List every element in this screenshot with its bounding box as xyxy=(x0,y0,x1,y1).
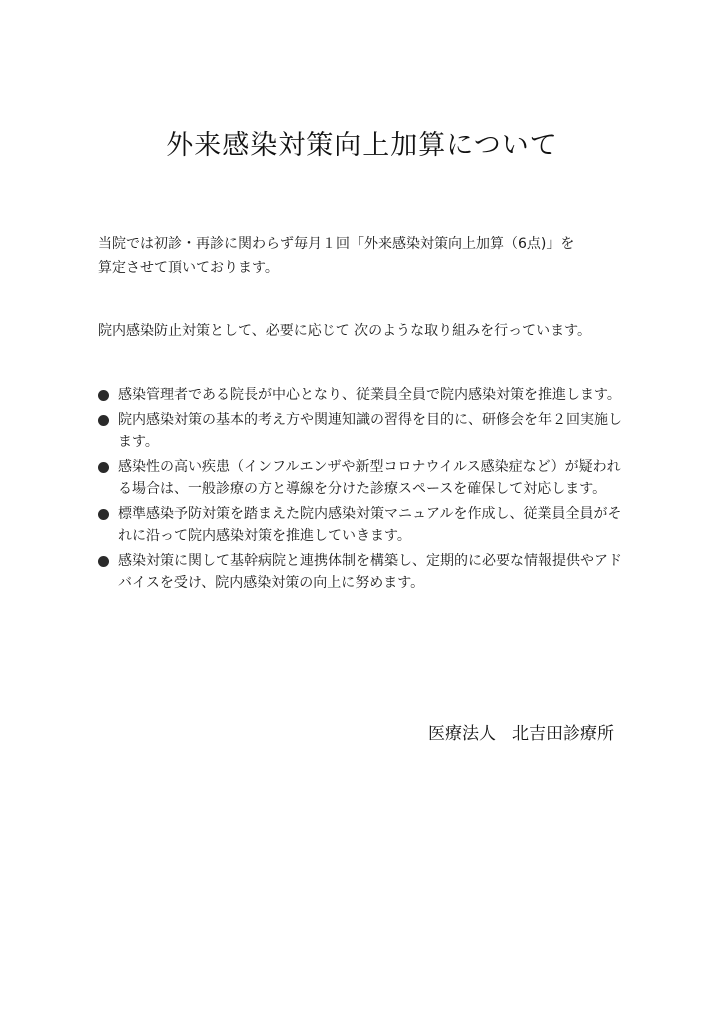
list-item xyxy=(98,456,628,500)
intro-line-1: 当院では初診・再診に関わらず毎月１回「外来感染対策向上加算（6点)」を xyxy=(98,236,575,252)
bullet-dot-icon xyxy=(98,384,118,406)
bullet-dot-icon xyxy=(98,456,118,478)
signature-clinic-name: 北吉田診療所 xyxy=(512,724,614,744)
list-item xyxy=(98,503,628,547)
measures-list xyxy=(98,384,628,597)
bullet-dot-icon xyxy=(98,550,118,572)
list-item-text: 院内感染対策の基本的考え方や関連知識の習得を目的に、研修会を年２回実施します。 xyxy=(118,412,622,450)
list-item-text: 標準感染予防対策を踏まえた院内感染対策マニュアルを作成し、従業員全員がそれに沿って院内感染対策を推進していきます。 xyxy=(118,506,622,544)
intro-line-2: 算定させて頂いております。 xyxy=(98,260,279,276)
list-item-text: 感染管理者である院長が中心となり、従業員全員で院内感染対策を推進します。 xyxy=(118,387,621,403)
list-item xyxy=(98,409,628,453)
list-item xyxy=(98,384,628,406)
bullet-dot-icon xyxy=(98,503,118,525)
list-item xyxy=(98,550,628,594)
bullet-dot-icon xyxy=(98,409,118,431)
document-title: 外来感染対策向上加算について xyxy=(166,130,558,161)
signature xyxy=(428,722,614,746)
list-item-text: 感染対策に関して基幹病院と連携体制を構築し、定期的に必要な情報提供やアドバイスを受け、院内感染対策の向上に努めます。 xyxy=(118,553,622,591)
intro-paragraph xyxy=(98,232,638,280)
measures-lead: 院内感染防止対策として、必要に応じて 次のような取り組みを行っています。 xyxy=(98,323,592,339)
list-item-text: 感染性の高い疾患（インフルエンザや新型コロナウイルス感染症など）が疑われる場合は、一般診療の方と導線を分けた診療スペースを確保して対応します。 xyxy=(118,459,621,497)
signature-org-type: 医療法人 xyxy=(428,724,496,744)
